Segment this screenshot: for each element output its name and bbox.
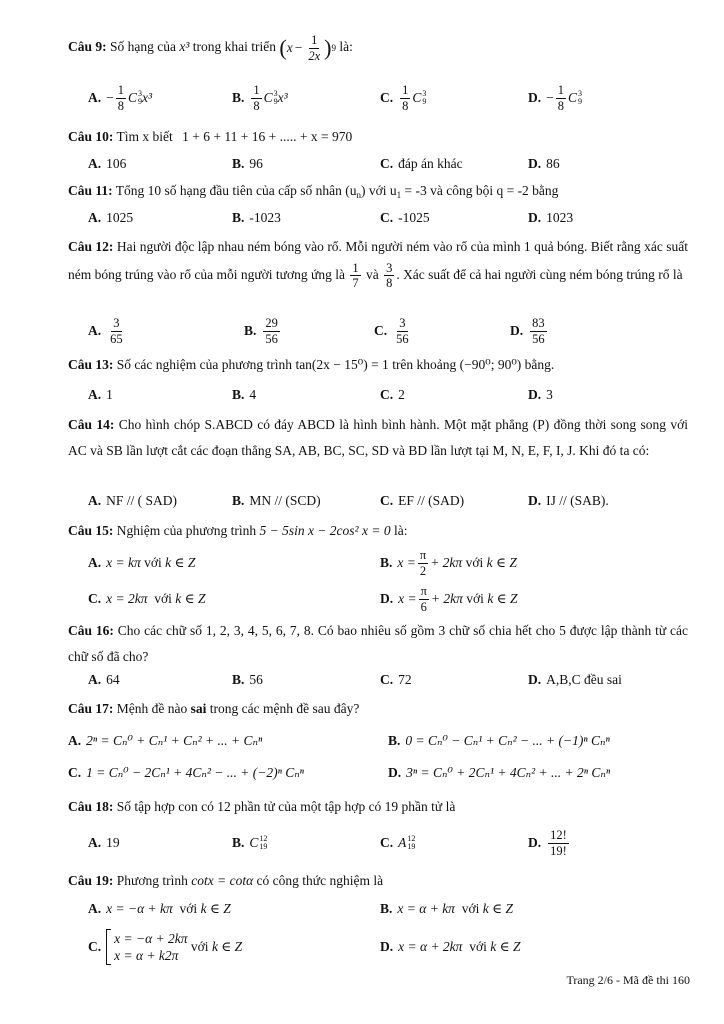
options-q19-row2: [68, 926, 708, 968]
option-value: 0 = Cₙ⁰ − Cₙ¹ + Cₙ² − ... + (−1)ⁿ Cₙⁿ: [405, 733, 610, 748]
fraction: [548, 829, 569, 857]
option-c[interactable]: [88, 582, 206, 616]
option-letter: A.: [68, 733, 82, 748]
option-c[interactable]: [380, 380, 405, 410]
question-label: Câu 11:: [68, 183, 113, 198]
option-letter: D.: [528, 90, 542, 105]
denominator: 56: [265, 331, 278, 346]
math-expression: tan(2x − 15⁰) = 1: [295, 357, 389, 372]
option-letter: A.: [88, 210, 102, 225]
option-value: 56: [249, 672, 263, 687]
option-letter: C.: [380, 387, 394, 402]
question-text: Số các nghiệm của phương trình: [116, 357, 293, 372]
option-letter: A.: [88, 672, 102, 687]
system-line: x = −α + 2kπ: [114, 931, 188, 946]
option-letter: B.: [380, 901, 393, 916]
superscript: 12: [407, 834, 416, 843]
system-line: x = α + k2π: [114, 948, 179, 963]
denominator: 8: [402, 98, 409, 113]
option-c[interactable]: [380, 486, 464, 516]
math-expression: cotx = cotα: [191, 873, 254, 888]
question-18: [68, 794, 688, 820]
index-stack: [407, 835, 415, 851]
option-c[interactable]: [68, 758, 304, 788]
subscript: 9: [422, 97, 427, 106]
option-letter: C.: [380, 672, 394, 687]
condition-math: k ∈ Z: [482, 901, 513, 916]
option-d[interactable]: [528, 83, 582, 113]
question-text: Tìm x biết: [116, 129, 173, 144]
option-value: đáp án khác: [398, 156, 463, 171]
question-text: Số tập hợp con có 12 phần tử của một tập hợp có 19 phần tử là: [116, 799, 456, 814]
fraction: [116, 84, 126, 112]
option-letter: B.: [232, 156, 245, 171]
option-d[interactable]: [380, 582, 518, 616]
question-label: Câu 17:: [68, 701, 114, 716]
option-letter: B.: [232, 210, 245, 225]
option-value: 106: [106, 156, 127, 171]
option-value: A,B,C đều sai: [546, 672, 622, 687]
options-q9: [68, 83, 708, 113]
denominator: 65: [110, 331, 123, 346]
numerator: π: [419, 548, 427, 562]
option-value: EF // (SAD): [398, 493, 465, 508]
denominator: 56: [396, 331, 409, 346]
index-stack: [422, 90, 426, 106]
options-q15-row2: [68, 582, 708, 616]
numerator: 3: [386, 260, 393, 275]
question-label: Câu 10:: [68, 129, 114, 144]
option-a[interactable]: [88, 83, 152, 113]
fraction: [350, 262, 360, 290]
question-10: [68, 124, 688, 150]
subscript: n: [356, 190, 361, 200]
question-text: ) với u: [360, 183, 397, 198]
math-var: x³: [142, 90, 153, 105]
numerator: 1: [311, 33, 318, 47]
option-letter: C.: [380, 210, 394, 225]
option-letter: C.: [374, 323, 388, 338]
option-letter: D.: [380, 939, 394, 954]
option-letter: B.: [388, 733, 401, 748]
options-q17-row2: [68, 758, 708, 788]
option-letter: C.: [88, 591, 102, 606]
option-letter: D.: [380, 591, 394, 606]
fraction: [394, 317, 411, 345]
fraction: [530, 317, 547, 345]
option-value: -1025: [398, 210, 430, 225]
math-expression: 5 − 5sin x − 2cos² x = 0: [259, 523, 391, 538]
option-value: 72: [398, 672, 412, 687]
question-label: Câu 12:: [68, 239, 114, 254]
denominator: 8: [386, 276, 393, 291]
option-value: 1 = Cₙ⁰ − 2Cₙ¹ + 4Cₙ² − ... + (−2)ⁿ Cₙⁿ: [86, 765, 304, 780]
subscript: 9: [578, 97, 583, 106]
option-value: x = kπ: [106, 555, 141, 570]
question-text: . Xác suất để cả hai người cùng ném bóng trúng rổ là: [396, 267, 683, 282]
option-b[interactable]: [244, 314, 282, 348]
option-b[interactable]: [232, 203, 281, 233]
question-text: có công thức nghiệm là: [256, 873, 384, 888]
question-15: [68, 518, 688, 544]
question-19: [68, 868, 688, 894]
option-value: 3ⁿ = Cₙ⁰ + 2Cₙ¹ + 4Cₙ² + ... + 2ⁿ Cₙⁿ: [406, 765, 611, 780]
option-letter: A.: [88, 901, 102, 916]
page-footer: Trang 2/6 - Mã đề thi 160: [566, 973, 690, 987]
option-b[interactable]: [232, 665, 263, 695]
question-label: Câu 16:: [68, 623, 114, 638]
numerator: 29: [265, 316, 278, 330]
option-letter: B.: [232, 672, 245, 687]
option-letter: B.: [232, 493, 245, 508]
option-c[interactable]: [88, 926, 242, 968]
subscript: 1: [396, 190, 402, 200]
option-c[interactable]: [380, 203, 430, 233]
option-a[interactable]: [88, 486, 177, 516]
denominator: 8: [117, 98, 124, 113]
question-text: Cho các chữ số 1, 2, 3, 4, 5, 6, 7, 8. Có bao nhiêu số gồm 3 chữ số chia hết cho 5 được lập thành từ các chữ số đã cho?: [68, 623, 689, 664]
option-letter: A.: [88, 835, 102, 850]
option-letter: B.: [244, 323, 257, 338]
option-letter: D.: [528, 387, 542, 402]
options-q17-row1: [68, 726, 708, 756]
options-q14: [68, 486, 708, 516]
condition-math: k ∈ Z: [490, 939, 521, 954]
question-text: = -3 và công bội q = -2 bằng: [401, 183, 559, 198]
option-value: 3: [546, 387, 553, 402]
fraction: [419, 585, 429, 613]
option-a[interactable]: [88, 894, 231, 924]
question-label: Câu 15:: [68, 523, 114, 538]
question-label: Câu 18:: [68, 799, 114, 814]
math-var: A: [398, 835, 407, 850]
question-text: Tổng 10 số hạng đầu tiên của cấp số nhân (u: [115, 183, 357, 198]
denominator: 2x: [308, 48, 321, 63]
fraction: [418, 549, 428, 577]
option-value: 2: [398, 387, 405, 402]
denominator: 7: [352, 276, 359, 291]
option-a[interactable]: [88, 665, 120, 695]
fraction: [251, 84, 261, 112]
index-stack: [259, 835, 267, 851]
numerator: 1: [352, 260, 359, 275]
question-text: bằng.: [524, 357, 555, 372]
question-label: Câu 9:: [68, 39, 107, 55]
option-value: 2ⁿ = Cₙ⁰ + Cₙ¹ + Cₙ² + ... + Cₙⁿ: [86, 733, 263, 748]
option-a[interactable]: [88, 826, 120, 860]
numerator: 1: [402, 83, 409, 97]
option-a[interactable]: [88, 546, 195, 580]
subscript: 19: [259, 842, 268, 851]
option-value: -1023: [249, 210, 281, 225]
option-value: 86: [546, 156, 560, 171]
math-var: C: [568, 90, 578, 105]
option-value: 64: [106, 672, 120, 687]
condition-text: với: [461, 901, 480, 916]
option-letter: A.: [88, 555, 102, 570]
option-letter: A.: [88, 90, 102, 105]
option-value: 1023: [546, 210, 574, 225]
option-letter: C.: [380, 156, 394, 171]
option-letter: C.: [380, 835, 394, 850]
option-value: MN // (SCD): [249, 493, 321, 508]
numerator: 12!: [550, 828, 567, 842]
superscript: 3: [138, 89, 143, 98]
condition-math: k ∈ Z: [175, 591, 206, 606]
question-text: Hai người độc lập nhau ném bóng vào rổ. Mỗi người ném vào rổ của mình 1 quả bóng. Biết rằng xác suất ném bóng trúng vào rổ của mỗi người tương ứng là: [68, 239, 688, 282]
math-var: C: [263, 90, 273, 105]
options-q15-row1: [68, 546, 708, 580]
fraction: [400, 84, 410, 112]
option-b[interactable]: [232, 149, 263, 179]
option-d[interactable]: [380, 926, 520, 968]
bracket-mark: [106, 929, 111, 965]
option-letter: D.: [528, 493, 542, 508]
question-12: [68, 233, 688, 290]
question-text: trên khoảng: [392, 357, 457, 372]
options-q10: [68, 149, 708, 179]
option-value: x = α + 2kπ: [398, 939, 463, 954]
option-letter: B.: [232, 90, 245, 105]
fraction: [556, 84, 566, 112]
numerator: 1: [253, 83, 260, 97]
numerator: π: [420, 584, 427, 598]
numerator: 3: [113, 316, 120, 330]
question-text: là:: [339, 39, 353, 55]
question-16: [68, 618, 688, 670]
option-b[interactable]: [380, 546, 517, 580]
solution-system: [106, 929, 187, 965]
question-label: Câu 14:: [68, 417, 115, 432]
math-expression: x =: [397, 555, 416, 570]
option-a[interactable]: [88, 314, 127, 348]
question-label: Câu 13:: [68, 357, 114, 372]
expansion-formula: ( x − $\frac{1}{2x}$ ) 9: [279, 33, 336, 63]
option-b[interactable]: [380, 894, 513, 924]
numerator: 3: [399, 316, 406, 330]
question-text: Số hạng của: [110, 39, 176, 55]
option-letter: C.: [88, 939, 102, 954]
condition-math: k ∈ Z: [486, 555, 517, 570]
options-q19-row1: [68, 894, 708, 924]
option-value: x = 2kπ: [106, 591, 148, 606]
options-q18: [68, 826, 708, 860]
fraction: [108, 317, 125, 345]
question-text: Cho hình chóp S.ABCD có đáy ABCD là hình bình hành. Một mặt phẳng (P) đồng thời song song với AC và SB lần lượt cắt các đoạn thẳng SA, AB, BC, SC, SD và BD lần lượt tại M, N, E, F, I, J. Khi đó ta có:: [68, 417, 688, 458]
condition-text: với: [469, 939, 487, 954]
numerator: 1: [117, 83, 124, 97]
option-c[interactable]: [380, 149, 463, 179]
fraction: [263, 317, 280, 345]
option-letter: A.: [88, 387, 102, 402]
math-expression: 1 + 6 + 11 + 16 + ..... + x = 970: [182, 129, 353, 144]
option-d[interactable]: [388, 758, 610, 788]
option-letter: C.: [380, 493, 394, 508]
option-letter: D.: [528, 835, 542, 850]
question-text: Phương trình: [116, 873, 188, 888]
superscript: 3: [273, 89, 278, 98]
option-d[interactable]: [528, 486, 609, 516]
option-letter: A.: [88, 156, 102, 171]
option-value: 1025: [106, 210, 134, 225]
options-q16: [68, 665, 708, 695]
option-letter: B.: [232, 835, 245, 850]
math-expression: x =: [398, 591, 417, 606]
question-17: [68, 696, 688, 722]
question-13: [68, 352, 688, 378]
math-var: x: [286, 40, 293, 55]
option-b[interactable]: [232, 826, 267, 860]
condition-text: với: [465, 555, 484, 570]
question-text: trong khai triển: [192, 39, 277, 55]
option-value: NF // ( SAD): [106, 493, 178, 508]
option-value: 19: [106, 835, 120, 850]
option-b[interactable]: [232, 380, 256, 410]
option-c[interactable]: [374, 314, 413, 348]
condition-math: k ∈ Z: [165, 555, 196, 570]
exponent: 9: [331, 43, 336, 53]
question-14: [68, 412, 688, 464]
fraction: [384, 262, 394, 290]
option-letter: D.: [528, 210, 542, 225]
question-text: trong các mệnh đề sau đây?: [209, 701, 360, 716]
question-label: Câu 19:: [68, 873, 114, 888]
condition-text: với: [466, 591, 484, 606]
option-value: 4: [249, 387, 257, 402]
denominator: 2: [419, 563, 427, 578]
condition-math: k ∈ Z: [487, 591, 518, 606]
option-value: IJ // (SAB).: [546, 493, 609, 508]
condition-math: k ∈ Z: [200, 901, 231, 916]
option-d[interactable]: [528, 203, 573, 233]
subscript: 19: [407, 842, 416, 851]
option-a[interactable]: [68, 726, 262, 756]
option-letter: D.: [388, 765, 402, 780]
option-value: x = −α + kπ: [106, 901, 173, 916]
option-b[interactable]: [232, 486, 321, 516]
question-text: và: [365, 267, 379, 282]
option-value: x = α + kπ: [397, 901, 455, 916]
option-letter: D.: [510, 323, 524, 338]
denominator: 19!: [550, 843, 567, 858]
superscript: 3: [578, 89, 583, 98]
question-text: Mệnh đề nào: [116, 701, 188, 716]
subscript: 9: [138, 97, 143, 106]
options-q12: [68, 314, 708, 348]
condition-text: với: [190, 939, 209, 954]
option-a[interactable]: [88, 203, 133, 233]
subscript: 9: [273, 97, 278, 106]
numerator: 1: [557, 83, 564, 97]
option-letter: B.: [232, 387, 245, 402]
math-expression: (−90⁰; 90⁰): [459, 357, 522, 372]
superscript: 3: [422, 89, 427, 98]
denominator: 8: [557, 98, 564, 113]
options-q11: [68, 203, 708, 233]
fraction: [306, 34, 322, 62]
options-q13: [68, 380, 708, 410]
option-d[interactable]: [528, 149, 560, 179]
option-a[interactable]: [88, 149, 126, 179]
question-text: Nghiệm của phương trình: [116, 523, 257, 538]
condition-text: với: [179, 901, 198, 916]
option-d[interactable]: [528, 380, 553, 410]
denominator: 6: [420, 599, 427, 614]
option-letter: C.: [68, 765, 82, 780]
math-op: −: [294, 40, 303, 55]
option-value: 96: [249, 156, 263, 171]
condition-math: k ∈ Z: [211, 939, 243, 954]
math-expression: x³: [179, 39, 190, 55]
math-sign: −: [546, 90, 554, 105]
option-a[interactable]: [88, 380, 113, 410]
option-value: 1: [106, 387, 113, 402]
option-c[interactable]: [380, 665, 412, 695]
option-letter: A.: [88, 323, 102, 338]
option-letter: D.: [528, 672, 542, 687]
numerator: 83: [532, 316, 545, 330]
emphasis-text: sai: [190, 701, 207, 716]
option-letter: B.: [380, 555, 393, 570]
denominator: 56: [532, 331, 545, 346]
math-var: C: [249, 835, 259, 850]
option-d[interactable]: [528, 826, 571, 860]
condition-text: với: [144, 555, 162, 570]
question-9: [68, 34, 688, 62]
option-b[interactable]: [232, 83, 288, 113]
option-b[interactable]: [388, 726, 610, 756]
question-text: là:: [393, 523, 408, 538]
math-sign: −: [106, 90, 114, 105]
option-d[interactable]: [510, 314, 549, 348]
math-var: C: [128, 90, 138, 105]
option-d[interactable]: [528, 665, 622, 695]
index-stack: [578, 90, 582, 106]
option-c[interactable]: [380, 826, 415, 860]
math-var: x³: [277, 90, 288, 105]
math-expression: + 2kπ: [430, 591, 463, 606]
math-var: C: [412, 90, 422, 105]
denominator: 8: [253, 98, 260, 113]
superscript: 12: [259, 834, 268, 843]
option-letter: A.: [88, 493, 102, 508]
option-letter: D.: [528, 156, 542, 171]
option-c[interactable]: [380, 83, 426, 113]
condition-text: với: [154, 591, 172, 606]
option-letter: C.: [380, 90, 394, 105]
math-expression: + 2kπ: [430, 555, 463, 570]
